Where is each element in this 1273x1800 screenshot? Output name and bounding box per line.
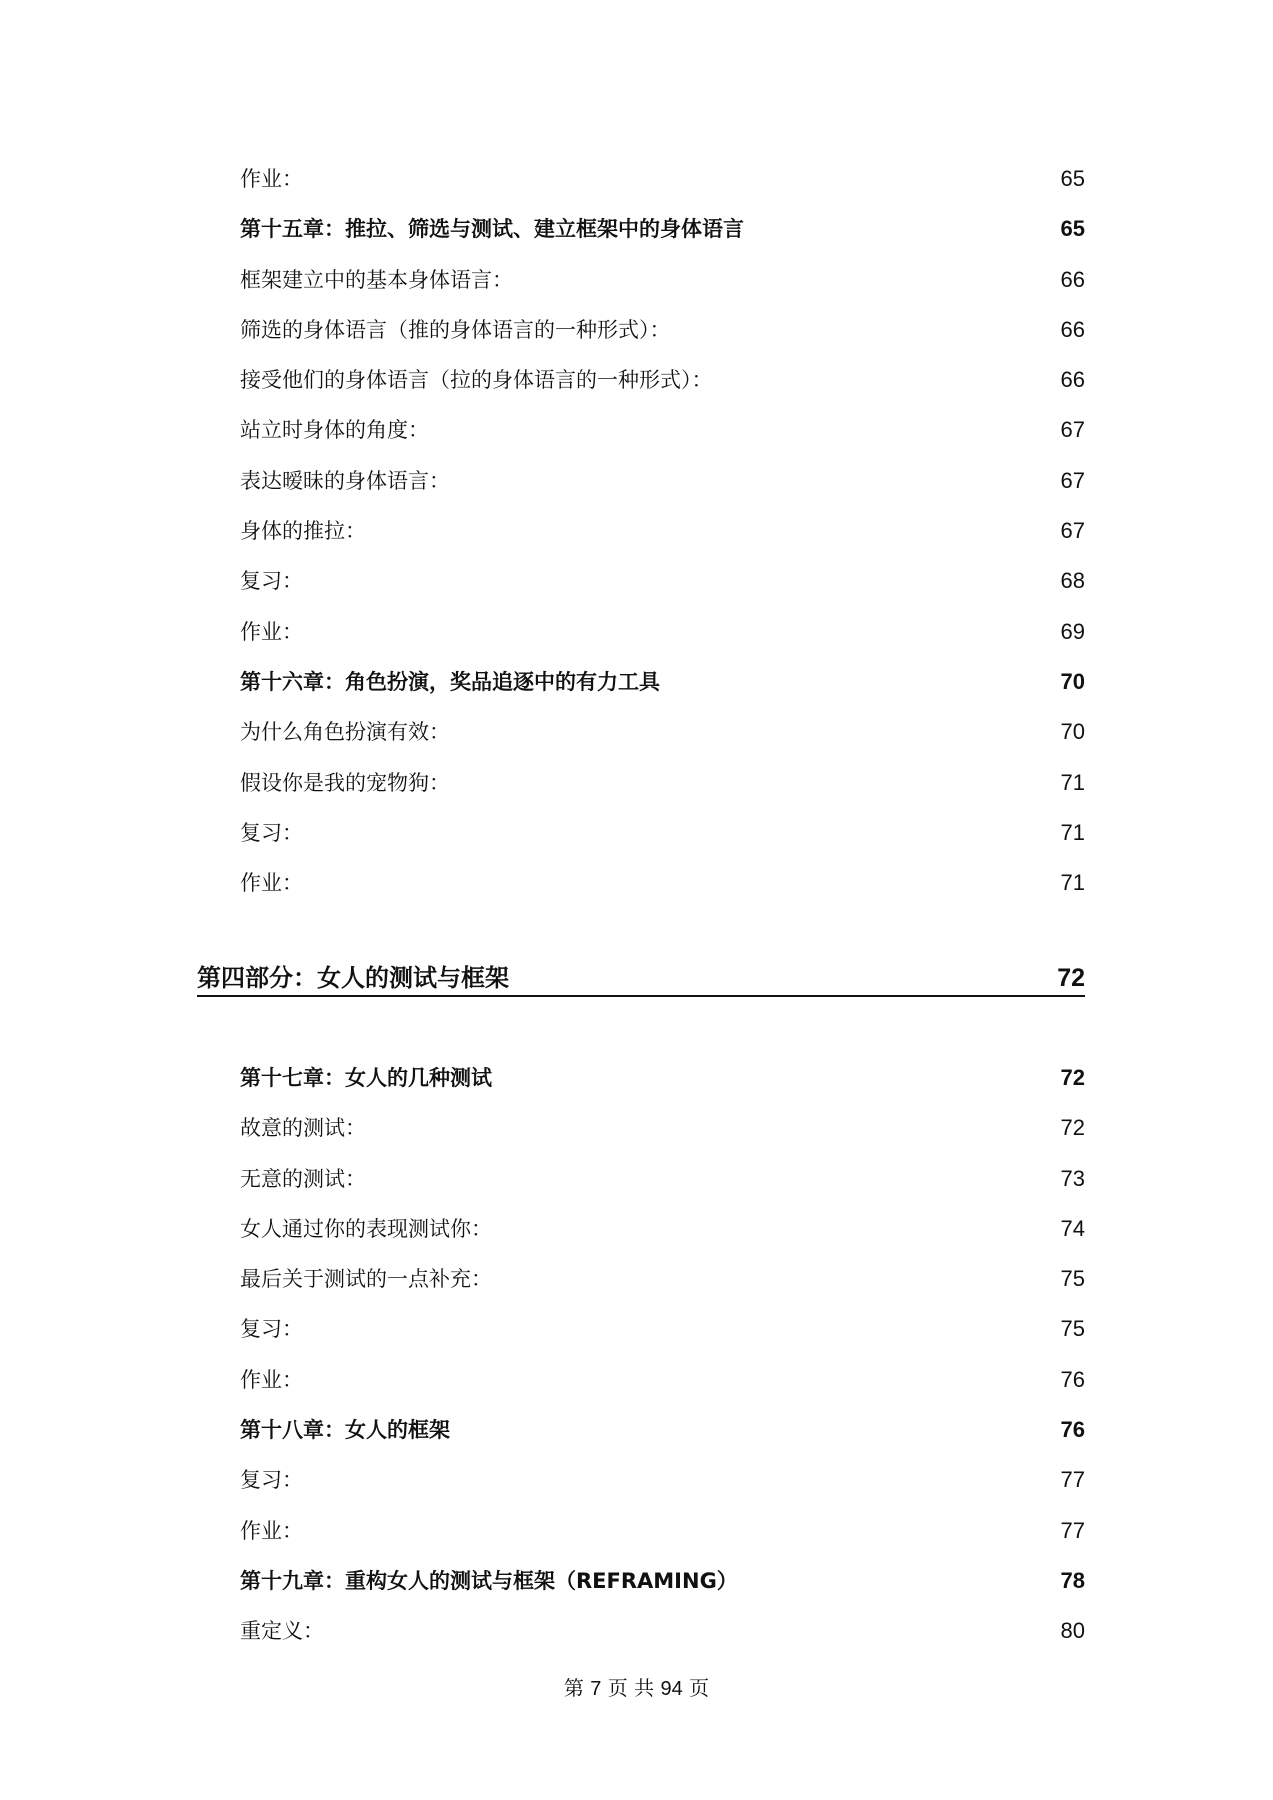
toc-entry-title: 最后关于测试的一点补充： <box>240 1267 492 1292</box>
toc-entry-title: 作业： <box>240 1518 303 1543</box>
toc-section-entry[interactable] <box>240 405 1085 455</box>
toc-entry-title: 女人通过你的表现测试你： <box>240 1216 492 1241</box>
toc-chapter-entry[interactable] <box>240 1405 1085 1455</box>
toc-entry-page-number: 72 <box>1060 1065 1085 1090</box>
toc-entry-title: 假设你是我的宠物狗： <box>240 770 450 795</box>
footer-total-pages: 94 <box>660 1678 683 1700</box>
toc-entry-title: 作业： <box>240 167 303 191</box>
toc-chapter-entry[interactable] <box>240 1053 1085 1103</box>
toc-section-entry[interactable] <box>240 506 1085 556</box>
toc-lower <box>240 1053 1085 1657</box>
toc-entry-page-number: 77 <box>1060 1467 1085 1493</box>
toc-entry-page-number: 78 <box>1060 1567 1085 1593</box>
toc-entry-title: 作业： <box>240 1367 303 1392</box>
toc-entry-title: 第十八章：女人的框架 <box>240 1418 450 1443</box>
toc-section-entry[interactable] <box>240 1103 1085 1153</box>
toc-entry-page-number: 66 <box>1060 367 1085 393</box>
toc-section-entry[interactable] <box>240 808 1085 858</box>
toc-entry-page-number: 71 <box>1060 870 1085 896</box>
toc-section-entry[interactable] <box>240 858 1085 908</box>
toc-section-entry[interactable] <box>240 456 1085 506</box>
toc-section-entry[interactable] <box>240 1254 1085 1304</box>
part-heading-page: 72 <box>1057 964 1085 992</box>
part-heading[interactable] <box>197 955 1085 997</box>
toc-upper <box>240 154 1085 908</box>
toc-section-entry[interactable] <box>240 355 1085 405</box>
toc-entry-title: 复习： <box>240 820 303 845</box>
toc-entry-title: 故意的测试： <box>240 1116 366 1141</box>
toc-entry-title: 作业： <box>240 871 303 896</box>
toc-entry-page-number: 67 <box>1060 417 1085 443</box>
toc-entry-title: 第十六章：角色扮演，奖品追逐中的有力工具 <box>240 669 660 694</box>
toc-entry-title: 接受他们的身体语言（拉的身体语言的一种形式）： <box>240 368 713 393</box>
toc-entry-page-number: 65 <box>1060 166 1085 191</box>
toc-section-entry[interactable] <box>240 305 1085 355</box>
toc-entry-page-number: 80 <box>1060 1618 1085 1644</box>
toc-entry-page-number: 75 <box>1060 1316 1085 1342</box>
toc-entry-title: 第十五章：推拉、筛选与测试、建立框架中的身体语言 <box>240 217 744 242</box>
toc-entry-page-number: 76 <box>1060 1366 1085 1392</box>
toc-entry-page-number: 65 <box>1060 216 1085 242</box>
toc-entry-page-number: 67 <box>1060 467 1085 493</box>
toc-entry-title: 复习： <box>240 569 303 594</box>
toc-section-entry[interactable] <box>240 707 1085 757</box>
toc-section-entry[interactable] <box>240 154 1085 204</box>
toc-section-entry[interactable] <box>240 1355 1085 1405</box>
toc-entry-page-number: 70 <box>1060 668 1085 694</box>
toc-section-entry[interactable] <box>240 255 1085 305</box>
footer-middle: 页 共 <box>607 1676 655 1700</box>
toc-entry-title: 第十九章：重构女人的测试与框架（REFRAMING） <box>240 1568 738 1593</box>
toc-entry-page-number: 70 <box>1060 719 1085 745</box>
toc-entry-title: 无意的测试： <box>240 1166 366 1191</box>
toc-entry-title: 身体的推拉： <box>240 519 366 544</box>
toc-entry-page-number: 67 <box>1060 518 1085 544</box>
toc-entry-title: 作业： <box>240 619 303 644</box>
toc-entry-page-number: 72 <box>1060 1115 1085 1141</box>
toc-section-entry[interactable] <box>240 1304 1085 1354</box>
toc-entry-title: 筛选的身体语言（推的身体语言的一种形式）： <box>240 317 671 342</box>
toc-entry-title: 第十七章：女人的几种测试 <box>240 1066 492 1090</box>
toc-entry-page-number: 71 <box>1060 819 1085 845</box>
toc-chapter-entry[interactable] <box>240 204 1085 254</box>
toc-entry-page-number: 68 <box>1060 568 1085 594</box>
toc-section-entry[interactable] <box>240 1154 1085 1204</box>
page-footer <box>0 1672 1273 1701</box>
toc-chapter-entry[interactable] <box>240 657 1085 707</box>
toc-entry-page-number: 74 <box>1060 1215 1085 1241</box>
toc-entry-page-number: 73 <box>1060 1165 1085 1191</box>
toc-section-entry[interactable] <box>240 607 1085 657</box>
toc-entry-page-number: 76 <box>1060 1417 1085 1443</box>
toc-section-entry[interactable] <box>240 1204 1085 1254</box>
footer-prefix: 第 <box>563 1676 584 1700</box>
toc-entry-page-number: 66 <box>1060 266 1085 292</box>
toc-section-entry[interactable] <box>240 556 1085 606</box>
toc-section-entry[interactable] <box>240 758 1085 808</box>
toc-entry-page-number: 66 <box>1060 316 1085 342</box>
toc-entry-title: 站立时身体的角度： <box>240 418 429 443</box>
toc-section-entry[interactable] <box>240 1506 1085 1556</box>
toc-entry-title: 重定义： <box>240 1619 324 1644</box>
toc-chapter-entry[interactable] <box>240 1556 1085 1606</box>
toc-entry-page-number: 77 <box>1060 1517 1085 1543</box>
toc-entry-title: 表达暧昧的身体语言： <box>240 468 450 493</box>
toc-section-entry[interactable] <box>240 1455 1085 1505</box>
footer-current-page: 7 <box>590 1678 602 1700</box>
toc-entry-title: 复习： <box>240 1468 303 1493</box>
toc-entry-title: 框架建立中的基本身体语言： <box>240 267 513 292</box>
footer-suffix: 页 <box>689 1676 710 1700</box>
toc-section-entry[interactable] <box>240 1606 1085 1656</box>
toc-entry-title: 复习： <box>240 1317 303 1342</box>
toc-entry-title: 为什么角色扮演有效： <box>240 720 450 745</box>
toc-entry-page-number: 71 <box>1060 769 1085 795</box>
toc-entry-page-number: 75 <box>1060 1266 1085 1292</box>
toc-entry-page-number: 69 <box>1060 618 1085 644</box>
part-heading-title: 第四部分：女人的测试与框架 <box>197 964 509 992</box>
